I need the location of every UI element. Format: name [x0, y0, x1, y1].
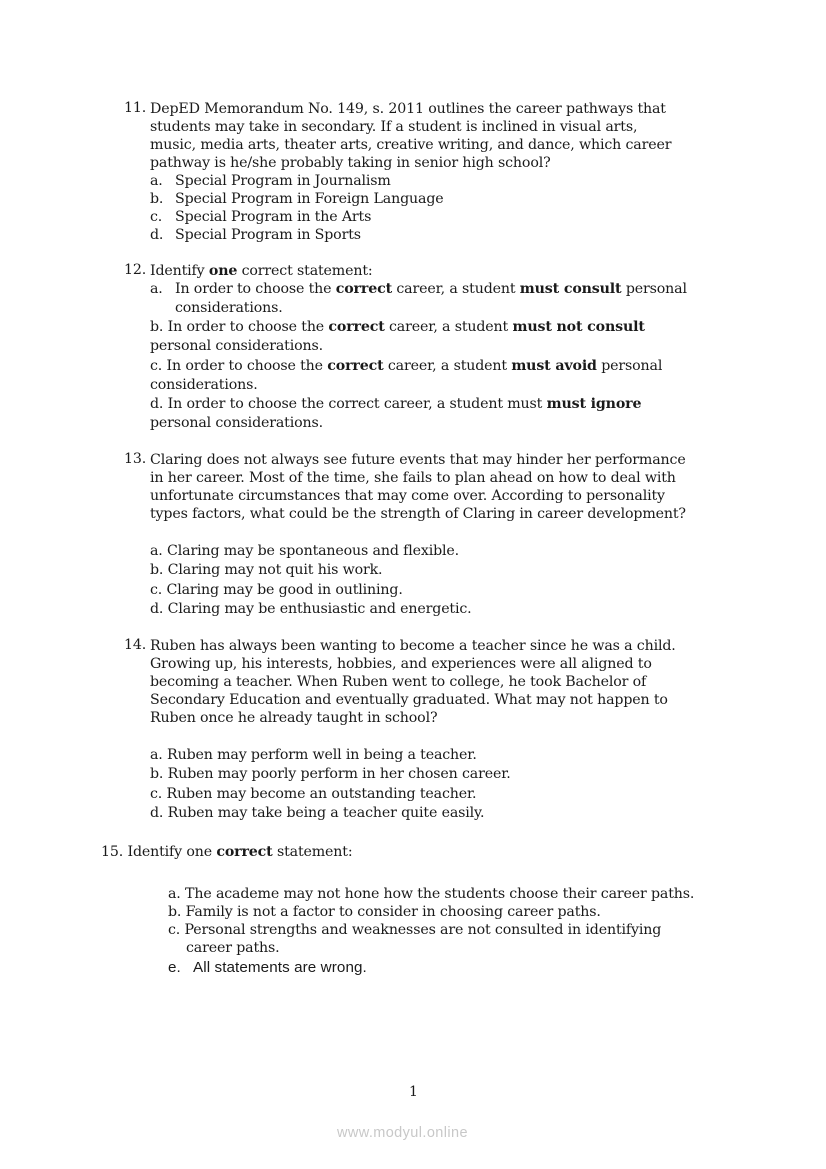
- option-c-continuation: career paths.: [186, 940, 280, 956]
- option-letter: d.: [150, 227, 164, 243]
- option-a: [150, 280, 724, 318]
- option-a: [150, 746, 724, 765]
- question-stem: [150, 262, 724, 280]
- option-d: [150, 226, 724, 244]
- option-c: [168, 921, 741, 939]
- question-15: [101, 843, 741, 978]
- question-number: 11.: [124, 100, 147, 116]
- option-text: Ruben may poorly perform in her chosen career.: [167, 766, 511, 783]
- option-letter: a.: [150, 543, 163, 559]
- text: considerations.: [175, 300, 283, 316]
- option-b: [150, 190, 724, 208]
- option-text: Claring may not quit his work.: [167, 562, 383, 579]
- question-header: [101, 843, 741, 861]
- option-text: Ruben may perform well in being a teacher.: [167, 747, 477, 763]
- text: In order to choose the: [166, 357, 328, 374]
- option-letter: a.: [168, 886, 181, 902]
- stem-line: Claring does not always see future events that may hinder her performance: [150, 452, 686, 468]
- stem-line: music, media arts, theater arts, creative writing, and dance, which career: [150, 137, 672, 153]
- stem-line: Secondary Education and eventually graduated. What may not happen to: [150, 692, 668, 708]
- emphasis: correct: [328, 319, 385, 335]
- question-number: 14.: [124, 637, 147, 653]
- text: personal considerations.: [150, 415, 323, 432]
- option-a: [168, 885, 741, 903]
- text: In order to choose the: [167, 319, 329, 335]
- stem-text: correct statement:: [237, 263, 373, 279]
- option-d: [150, 804, 724, 823]
- text: In order to choose the correct career, a student must: [167, 396, 547, 413]
- option-letter: d.: [150, 396, 164, 413]
- option-letter: a.: [150, 281, 163, 297]
- question-number: 12.: [124, 262, 147, 278]
- emphasis: must ignore: [546, 396, 642, 413]
- option-letter: c.: [150, 785, 163, 802]
- text: career, a student: [384, 319, 513, 335]
- question-stem: [123, 844, 352, 860]
- option-text: Claring may be spontaneous and flexible.: [167, 543, 460, 559]
- option-b: [150, 765, 724, 784]
- option-letter: b.: [150, 319, 164, 335]
- stem-text: statement:: [272, 844, 353, 860]
- question-13: [124, 451, 724, 619]
- option-letter: a.: [150, 747, 163, 763]
- question-number: 15.: [101, 844, 124, 860]
- question-stem: [150, 100, 724, 172]
- text: career, a student: [383, 357, 512, 374]
- option-letter: b.: [168, 904, 182, 920]
- option-letter: b.: [150, 191, 164, 207]
- stem-line: types factors, what could be the strength of Claring in career development?: [150, 506, 686, 522]
- option-c: [150, 208, 724, 226]
- option-text: Ruben may take being a teacher quite easily.: [167, 804, 485, 821]
- option-b: [168, 903, 741, 921]
- option-text: Special Program in Sports: [175, 227, 361, 243]
- stem-line: in her career. Most of the time, she fails to plan ahead on how to deal with: [150, 470, 676, 486]
- option-letter: b.: [150, 562, 164, 579]
- emphasis: must avoid: [511, 357, 597, 374]
- option-d: [150, 395, 724, 434]
- stem-line: Ruben once he already taught in school?: [150, 710, 438, 726]
- stem-line: DepED Memorandum No. 149, s. 2011 outlines the career pathways that: [150, 101, 666, 117]
- emphasis: correct: [327, 357, 384, 374]
- option-text: Claring may be good in outlining.: [166, 581, 403, 598]
- option-text: Family is not a factor to consider in choosing career paths.: [185, 904, 601, 920]
- emphasis: must consult: [519, 281, 622, 297]
- option-b: [150, 561, 724, 580]
- option-text: Ruben may become an outstanding teacher.: [166, 785, 477, 802]
- question-11: [124, 100, 724, 244]
- question-stem: [150, 451, 724, 523]
- option-text: The academe may not hone how the students choose their career paths.: [185, 886, 695, 902]
- stem-line: Ruben has always been wanting to become a teacher since he was a child.: [150, 638, 676, 654]
- stem-line: Growing up, his interests, hobbies, and experiences were all aligned to: [150, 656, 652, 672]
- option-d: [150, 600, 724, 619]
- emphasis: must not consult: [512, 319, 645, 335]
- stem-emphasis: one: [208, 263, 238, 279]
- option-text: Personal strengths and weaknesses are not consulted in identifying: [184, 922, 662, 938]
- emphasis: correct: [335, 281, 392, 297]
- option-letter: b.: [150, 766, 164, 783]
- stem-line: students may take in secondary. If a student is inclined in visual arts,: [150, 119, 638, 135]
- option-text: Special Program in the Arts: [175, 209, 372, 225]
- option-letter: c.: [150, 357, 163, 374]
- option-letter: e.: [168, 959, 181, 976]
- stem-emphasis: correct: [216, 844, 273, 860]
- stem-text: Identify one: [123, 844, 217, 860]
- option-a: [150, 542, 724, 561]
- text: In order to choose the: [175, 281, 336, 297]
- option-e: [168, 958, 741, 978]
- stem-text: Identify: [150, 263, 209, 279]
- option-c: [150, 785, 724, 804]
- option-letter: d.: [150, 804, 164, 821]
- option-letter: a.: [150, 173, 163, 189]
- option-c: [150, 357, 724, 396]
- stem-line: unfortunate circumstances that may come over. According to personality: [150, 488, 665, 504]
- question-stem: [150, 637, 724, 727]
- stem-line: pathway is he/she probably taking in senior high school?: [150, 155, 551, 171]
- text: personal considerations.: [150, 338, 323, 355]
- text: career, a student: [391, 281, 520, 297]
- watermark: www.modyul.online: [337, 1125, 468, 1141]
- question-number: 13.: [124, 451, 147, 467]
- question-14: [124, 637, 724, 823]
- text: considerations.: [150, 376, 258, 393]
- text: personal: [596, 357, 663, 374]
- option-text: [175, 280, 687, 318]
- option-a: [150, 172, 724, 190]
- text: personal: [621, 281, 687, 297]
- page-number: 1: [409, 1084, 418, 1100]
- option-letter: d.: [150, 600, 164, 617]
- option-letter: c.: [150, 209, 163, 225]
- question-12: [124, 262, 724, 434]
- option-text: Claring may be enthusiastic and energetic.: [167, 600, 472, 617]
- option-b: [150, 318, 724, 357]
- options-list: [168, 885, 741, 978]
- option-text: Special Program in Foreign Language: [175, 191, 444, 207]
- option-c: [150, 581, 724, 600]
- option-letter: c.: [150, 581, 163, 598]
- option-letter: c.: [168, 922, 181, 938]
- option-text: All statements are wrong.: [193, 959, 367, 976]
- option-text: Special Program in Journalism: [175, 173, 391, 189]
- stem-line: becoming a teacher. When Ruben went to college, he took Bachelor of: [150, 674, 647, 690]
